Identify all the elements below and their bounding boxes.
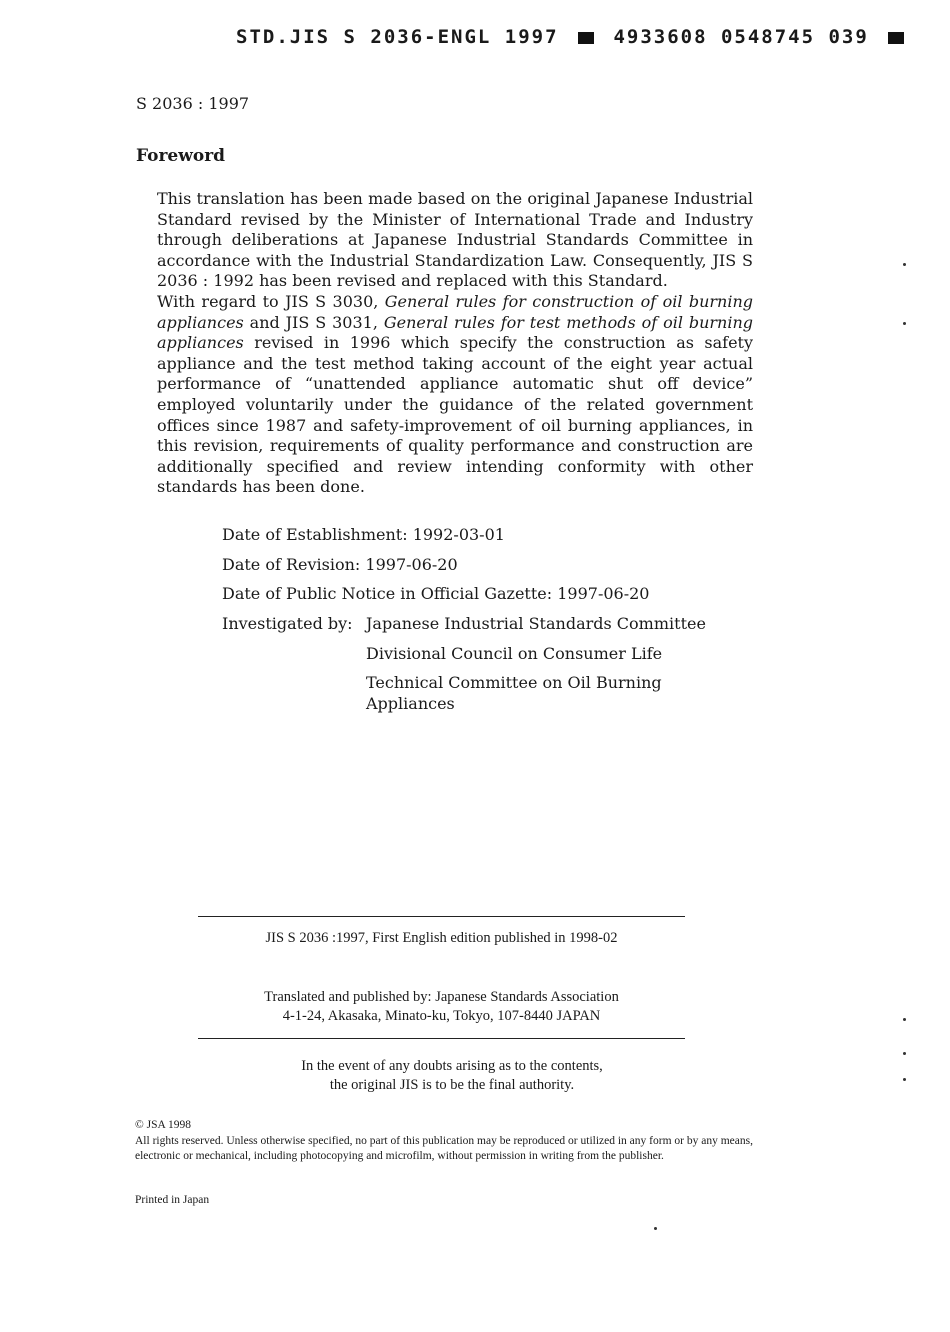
publisher-line: Translated and published by: Japanese Standards Association [264,989,619,1005]
standard-title-3031: General rules for test methods of oil burning appliances [157,312,753,353]
standard-title-3030: General rules for construction of oil burning appliances [157,291,754,332]
document-number: S 2036 : 1997 [136,94,250,113]
copyright-line: © JSA 1998 [135,1119,192,1131]
divider-line [198,1038,685,1039]
header-block-mark [888,32,904,44]
investigated-by-label: Investigated by: [222,614,353,633]
date-establishment: Date of Establishment: 1992-03-01 [222,525,505,544]
scan-speck [903,322,906,325]
authority-line: In the event of any doubts arising as to the contents, [301,1058,603,1074]
scan-speck [903,1018,906,1021]
copyright-block [135,1118,755,1165]
scan-speck [903,1052,906,1055]
investigator-item: Japanese Industrial Standards Committee [366,614,706,633]
header-code-part2: 4933608 0548745 039 [613,26,869,48]
date-revision: Date of Revision: 1997-06-20 [222,554,458,574]
investigated-by-list [366,614,746,714]
foreword-paragraph-1: This translation has been made based on the original Japanese Industrial Standard revised by the Minister of International Trade and Industry through deliberations at Japanese Industrial Standards Committee in accordance with the Industrial Standardization Law. Consequently, JIS S 2036 : 1992 has been revised and replaced with this Standard. [157,189,753,291]
paragraph-text: and JIS S 3031, [243,312,384,332]
dates-block [222,525,649,614]
scan-speck [654,1227,657,1230]
printed-in-note: Printed in Japan [135,1194,210,1206]
divider-line [198,916,685,917]
paragraph-text: revised in 1996 which specify the construction as safety appliance and the test method taking account of the eight year actual performance of “unattended appliance automatic shut off device” employed voluntarily under the guidance of the related government offices since 1987 and safety-improvement of oil burning appliances, in this revision, requirements of quality performance and construction are additionally specified and review intending conformity with other standards has been done. [157,333,753,497]
foreword-body [157,189,753,498]
scan-speck [903,1078,906,1081]
foreword-paragraph-2 [157,292,753,498]
document-header-code [236,26,910,48]
header-block-mark [578,32,594,44]
publisher-address: 4-1-24, Akasaka, Minato-ku, Tokyo, 107-8440 JAPAN [282,1008,601,1024]
date-public-notice: Date of Public Notice in Official Gazette: 1997-06-20 [222,584,650,603]
investigator-item: Technical Committee on Oil Burning Appliances [366,673,662,713]
header-code-part1: STD.JIS S 2036-ENGL 1997 [236,26,559,48]
edition-note: JIS S 2036 :1997, First English edition published in 1998-02 [265,930,618,946]
paragraph-text: With regard to JIS S 3030, [157,291,385,311]
scan-speck [903,263,906,266]
authority-line: the original JIS is to be the final authority. [329,1077,575,1093]
foreword-heading: Foreword [136,146,226,166]
rights-notice: All rights reserved. Unless otherwise specified, no part of this publication may be reproduced or utilized in any form or by any means, electronic or mechanical, including photocopying and microfilm, without permission in writing from the publisher. [135,1134,753,1162]
investigator-item: Divisional Council on Consumer Life [366,643,663,663]
publisher-block [198,988,685,1026]
authority-note [198,1057,706,1095]
